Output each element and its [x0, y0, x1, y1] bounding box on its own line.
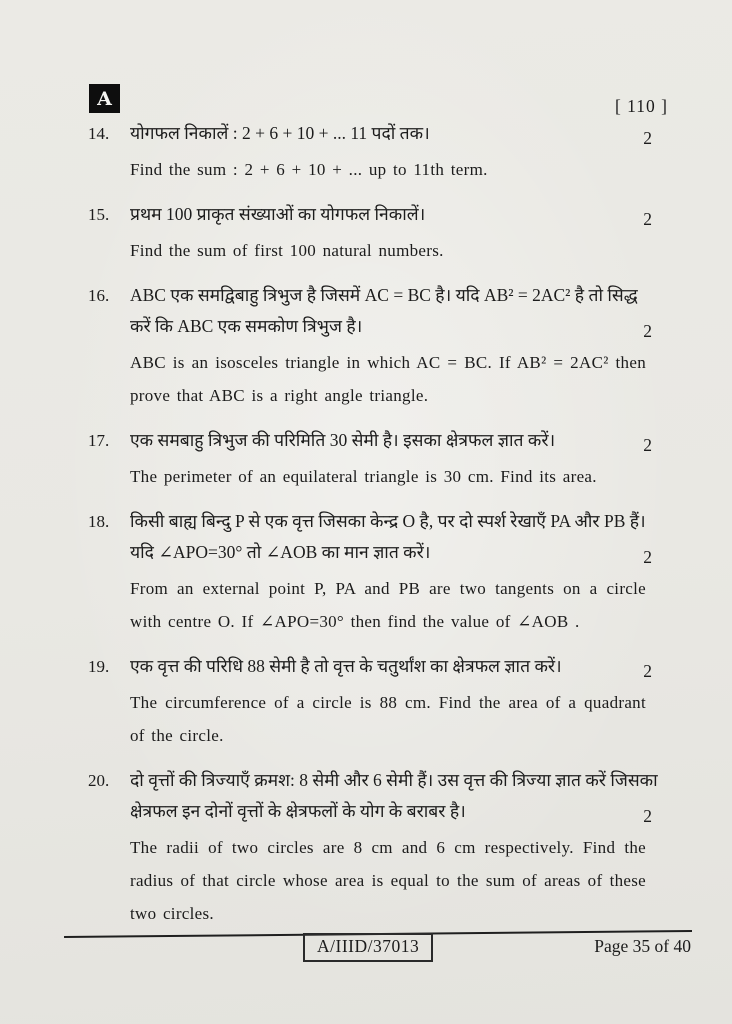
question-text-english: From an external point P, PA and PB are two tangents on a circle with centre O. If ∠APO=30° then find the value of ∠AOB . — [130, 579, 646, 631]
question-20 — [88, 765, 658, 930]
marks-value: 2 — [643, 128, 652, 148]
question-text-hindi: किसी बाह्य बिन्दु P से एक वृत्त जिसका केन्द्र O है, पर दो स्पर्श रेखाएँ PA और PB हैं। यदि ∠APO=30° तो ∠AOB का मान ज्ञात करें। — [130, 511, 646, 562]
question-17 — [88, 425, 658, 493]
question-list — [88, 118, 658, 943]
total-marks: [ 110 ] — [614, 96, 668, 116]
question-text-english: Find the sum : 2 + 6 + 10 + ... up to 11th term. — [130, 160, 488, 179]
question-16 — [88, 280, 658, 412]
question-number: 14. — [88, 124, 110, 143]
question-text-english: The radii of two circles are 8 cm and 6 cm respectively. Find the radius of that circle whose area is equal to the sum of areas of these two circles. — [130, 838, 646, 923]
question-number: 18. — [88, 512, 110, 531]
marks-value: 2 — [643, 547, 652, 567]
question-number: 15. — [88, 205, 110, 224]
question-number: 19. — [88, 657, 110, 676]
question-text-english: ABC is an isosceles triangle in which AC = BC. If AB² = 2AC² then prove that ABC is a right angle triangle. — [130, 353, 646, 405]
question-text-hindi: दो वृत्तों की त्रिज्याएँ क्रमश: 8 सेमी और 6 सेमी हैं। उस वृत्त की त्रिज्या ज्ञात करें जिसका क्षेत्रफल इन दोनों वृत्तों के क्षेत्रफलों के योग के बराबर है। — [130, 770, 658, 821]
question-text-hindi: एक समबाहु त्रिभुज की परिमिति 30 सेमी है। इसका क्षेत्रफल ज्ञात करें। — [130, 430, 556, 450]
question-14 — [88, 118, 658, 186]
paper-code: A/IIID/37013 — [303, 933, 433, 962]
question-19 — [88, 651, 658, 752]
marks-value: 2 — [643, 661, 652, 681]
question-number: 20. — [88, 771, 110, 790]
question-text-english: The perimeter of an equilateral triangle is 30 cm. Find its area. — [130, 467, 597, 486]
question-number: 16. — [88, 286, 110, 305]
marks-value: 2 — [643, 806, 652, 826]
question-15 — [88, 199, 658, 267]
question-text-hindi: योगफल निकालें : 2 + 6 + 10 + ... 11 पदों तक। — [130, 123, 430, 143]
question-18 — [88, 506, 658, 638]
question-text-english: Find the sum of first 100 natural numbers. — [130, 241, 444, 260]
question-text-hindi: प्रथम 100 प्राकृत संख्याओं का योगफल निकालें। — [130, 204, 426, 224]
page-number: Page 35 of 40 — [594, 936, 691, 956]
question-number: 17. — [88, 431, 110, 450]
marks-value: 2 — [643, 209, 652, 229]
question-text-hindi: एक वृत्त की परिधि 88 सेमी है तो वृत्त के चतुर्थांश का क्षेत्रफल ज्ञात करें। — [130, 656, 562, 676]
marks-value: 2 — [643, 435, 652, 455]
section-badge: A — [89, 84, 120, 113]
marks-value: 2 — [643, 321, 652, 341]
question-text-english: The circumference of a circle is 88 cm. Find the area of a quadrant of the circle. — [130, 693, 646, 745]
question-text-hindi: ABC एक समद्विबाहु त्रिभुज है जिसमें AC = BC है। यदि AB² = 2AC² है तो सिद्ध करें कि ABC एक समकोण त्रिभुज है। — [130, 285, 638, 336]
